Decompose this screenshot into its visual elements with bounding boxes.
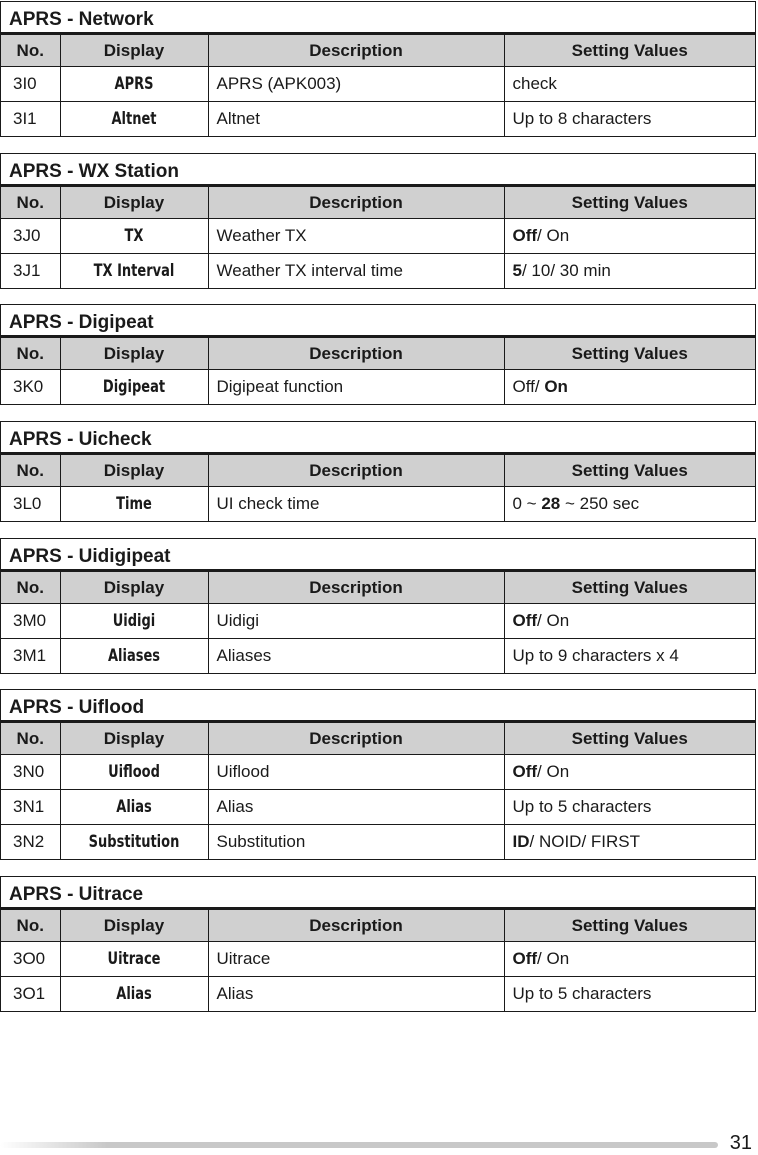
header-display: Display xyxy=(60,455,208,487)
row-display: Aliases xyxy=(71,639,197,674)
row-setting-values xyxy=(504,825,755,860)
table-row xyxy=(1,942,755,977)
row-description: Uidigi xyxy=(208,604,504,639)
row-setting-values xyxy=(504,755,755,790)
row-display: Time xyxy=(71,487,197,522)
row-display: Uitrace xyxy=(71,942,197,977)
section-5 xyxy=(0,689,756,860)
header-display: Display xyxy=(60,187,208,219)
row-number: 3J0 xyxy=(1,219,60,254)
default-value: Off xyxy=(512,611,538,630)
header-no: No. xyxy=(1,187,60,219)
header-description: Description xyxy=(208,910,504,942)
section-title: APRS - Uidigipeat xyxy=(1,539,755,572)
row-setting-values: Up to 9 characters x 4 xyxy=(504,639,755,674)
page-number: 31 xyxy=(729,1132,752,1154)
row-setting-values xyxy=(504,370,755,405)
value-text: / On xyxy=(537,949,570,968)
table-row xyxy=(1,254,755,289)
header-setting-values: Setting Values xyxy=(504,35,755,67)
row-number: 3J1 xyxy=(1,254,60,289)
row-display: Altnet xyxy=(71,102,197,137)
table-row xyxy=(1,102,755,137)
header-no: No. xyxy=(1,455,60,487)
row-number: 3I1 xyxy=(1,102,60,137)
row-number: 3L0 xyxy=(1,487,60,522)
row-display: TX Interval xyxy=(71,254,197,289)
section-title: APRS - Uicheck xyxy=(1,422,755,455)
row-display: Alias xyxy=(71,977,197,1012)
table-row xyxy=(1,825,755,860)
header-row xyxy=(1,338,755,370)
section-title: APRS - Uiflood xyxy=(1,690,755,723)
header-no: No. xyxy=(1,723,60,755)
value-text: / 10/ 30 min xyxy=(521,261,611,280)
settings-table xyxy=(1,455,755,521)
row-display: Digipeat xyxy=(71,370,197,405)
table-row xyxy=(1,487,755,522)
row-display: Uiflood xyxy=(71,755,197,790)
row-description: Altnet xyxy=(208,102,504,137)
header-description: Description xyxy=(208,572,504,604)
row-setting-values: Up to 5 characters xyxy=(504,790,755,825)
row-description: Uiflood xyxy=(208,755,504,790)
row-setting-values xyxy=(504,487,755,522)
header-row xyxy=(1,35,755,67)
row-number: 3O0 xyxy=(1,942,60,977)
header-setting-values: Setting Values xyxy=(504,455,755,487)
header-description: Description xyxy=(208,35,504,67)
row-description: APRS (APK003) xyxy=(208,67,504,102)
value-text: / On xyxy=(537,611,570,630)
table-row xyxy=(1,755,755,790)
row-display: Substitution xyxy=(71,825,197,860)
row-display: Uidigi xyxy=(71,604,197,639)
row-number: 3M1 xyxy=(1,639,60,674)
section-title: APRS - WX Station xyxy=(1,154,755,187)
row-description: UI check time xyxy=(208,487,504,522)
row-setting-values: check xyxy=(512,74,557,93)
header-no: No. xyxy=(1,572,60,604)
header-description: Description xyxy=(208,338,504,370)
value-text: / On xyxy=(537,226,570,245)
value-text: ~ 250 sec xyxy=(560,494,640,513)
footer-rule xyxy=(0,1142,718,1148)
header-setting-values: Setting Values xyxy=(504,910,755,942)
header-setting-values: Setting Values xyxy=(504,723,755,755)
value-text: 0 ~ xyxy=(512,494,542,513)
table-row xyxy=(1,370,755,405)
table-row xyxy=(1,604,755,639)
header-no: No. xyxy=(1,35,60,67)
value-text: Off/ xyxy=(512,377,545,396)
row-description: Weather TX xyxy=(208,219,504,254)
default-value: ID xyxy=(512,832,530,851)
header-row xyxy=(1,723,755,755)
header-row xyxy=(1,910,755,942)
default-value: 28 xyxy=(541,494,561,513)
row-description: Digipeat function xyxy=(208,370,504,405)
header-description: Description xyxy=(208,455,504,487)
header-row xyxy=(1,455,755,487)
header-row xyxy=(1,187,755,219)
section-4 xyxy=(0,538,756,674)
section-title: APRS - Network xyxy=(1,2,755,35)
settings-table xyxy=(1,338,755,404)
settings-table xyxy=(1,187,755,288)
row-description: Weather TX interval time xyxy=(208,254,504,289)
header-no: No. xyxy=(1,338,60,370)
header-setting-values: Setting Values xyxy=(504,187,755,219)
section-0 xyxy=(0,1,756,137)
row-description: Alias xyxy=(208,790,504,825)
section-title: APRS - Uitrace xyxy=(1,877,755,910)
settings-table xyxy=(1,572,755,673)
section-6 xyxy=(0,876,756,1012)
table-row xyxy=(1,67,755,102)
default-value: Off xyxy=(512,762,538,781)
section-title: APRS - Digipeat xyxy=(1,305,755,338)
row-number: 3N1 xyxy=(1,790,60,825)
row-description: Alias xyxy=(208,977,504,1012)
row-display: TX xyxy=(71,219,197,254)
default-value: 5 xyxy=(512,261,522,280)
header-description: Description xyxy=(208,187,504,219)
row-setting-values xyxy=(504,942,755,977)
header-display: Display xyxy=(60,723,208,755)
row-display: APRS xyxy=(71,67,197,102)
value-text: / On xyxy=(537,762,570,781)
row-setting-values: Up to 8 characters xyxy=(504,102,755,137)
settings-table xyxy=(1,35,755,136)
section-3 xyxy=(0,421,756,522)
header-row xyxy=(1,572,755,604)
settings-table xyxy=(1,723,755,859)
header-setting-values: Setting Values xyxy=(504,338,755,370)
row-setting-values xyxy=(504,254,755,289)
row-number: 3N2 xyxy=(1,825,60,860)
row-setting-values xyxy=(504,219,755,254)
value-text: / NOID/ FIRST xyxy=(529,832,640,851)
row-description: Uitrace xyxy=(208,942,504,977)
header-description: Description xyxy=(208,723,504,755)
row-number: 3K0 xyxy=(1,370,60,405)
header-display: Display xyxy=(60,338,208,370)
default-value: Off xyxy=(512,949,538,968)
row-description: Aliases xyxy=(208,639,504,674)
settings-table xyxy=(1,910,755,1011)
table-row xyxy=(1,639,755,674)
row-number: 3M0 xyxy=(1,604,60,639)
default-value: Off xyxy=(512,226,538,245)
row-number: 3I0 xyxy=(1,67,60,102)
row-setting-values: Up to 5 characters xyxy=(504,977,755,1012)
table-row xyxy=(1,219,755,254)
row-number: 3N0 xyxy=(1,755,60,790)
row-display: Alias xyxy=(71,790,197,825)
row-setting-values xyxy=(504,604,755,639)
row-description: Substitution xyxy=(208,825,504,860)
table-row xyxy=(1,977,755,1012)
table-row xyxy=(1,790,755,825)
section-2 xyxy=(0,304,756,405)
section-1 xyxy=(0,153,756,289)
default-value: On xyxy=(544,377,568,396)
header-display: Display xyxy=(60,35,208,67)
row-number: 3O1 xyxy=(1,977,60,1012)
header-no: No. xyxy=(1,910,60,942)
header-display: Display xyxy=(60,572,208,604)
header-setting-values: Setting Values xyxy=(504,572,755,604)
header-display: Display xyxy=(60,910,208,942)
